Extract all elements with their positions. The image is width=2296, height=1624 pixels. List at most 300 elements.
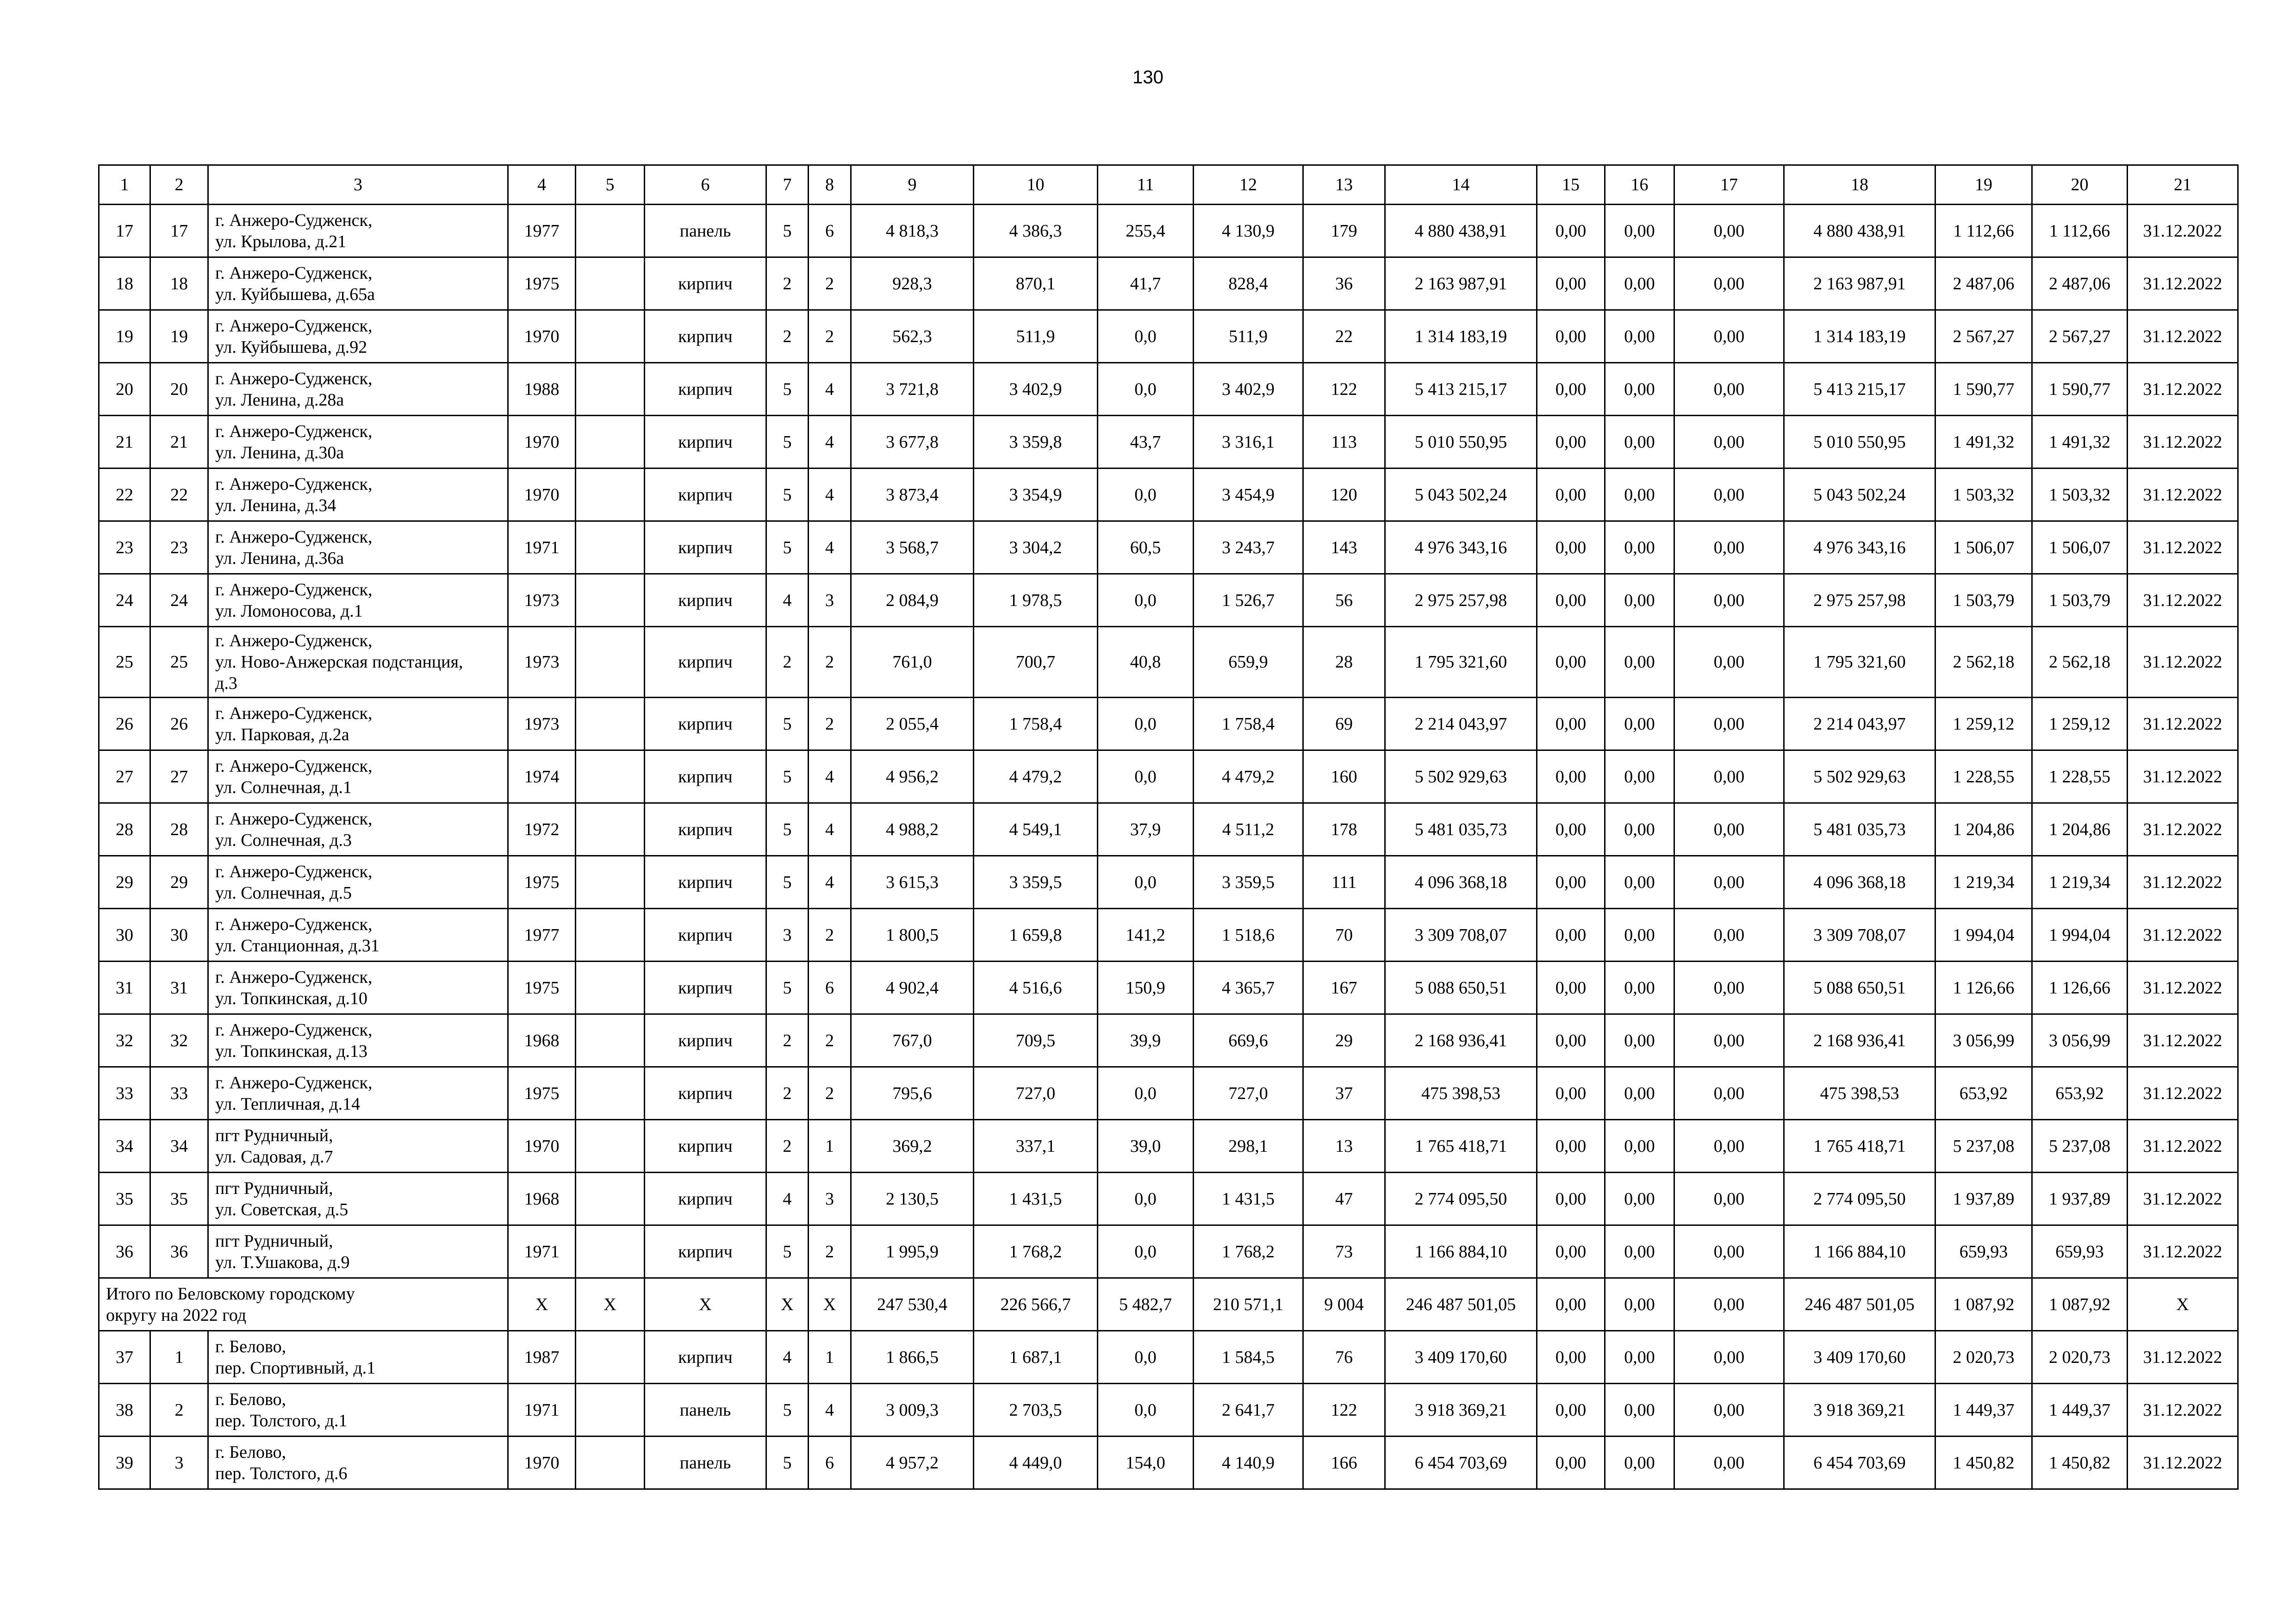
- table-cell: 0,00: [1674, 521, 1784, 574]
- table-cell: 9 004: [1303, 1278, 1385, 1331]
- table-cell: 5 237,08: [2032, 1120, 2128, 1173]
- table-cell: 4 957,2: [851, 1437, 974, 1489]
- table-cell: 31.12.2022: [2128, 257, 2238, 310]
- table-cell: 2 487,06: [1935, 257, 2032, 310]
- header-cell: 1: [99, 165, 150, 205]
- address-cell: [208, 1014, 508, 1067]
- table-cell: 1971: [508, 1225, 576, 1278]
- table-cell: 60,5: [1098, 521, 1194, 574]
- table-cell: 5: [766, 1437, 809, 1489]
- table-cell: 2: [809, 257, 851, 310]
- table-cell: 28: [1303, 627, 1385, 698]
- header-cell: 10: [974, 165, 1098, 205]
- table-cell: [576, 1067, 645, 1120]
- table-cell: 1 087,92: [1935, 1278, 2032, 1331]
- table-cell: 255,4: [1098, 205, 1194, 257]
- header-cell: 14: [1385, 165, 1537, 205]
- table-cell: 32: [150, 1014, 208, 1067]
- table-cell: 5: [766, 750, 809, 803]
- table-cell: 1975: [508, 1067, 576, 1120]
- table-cell: 3: [809, 1173, 851, 1225]
- table-cell: 5 413 215,17: [1385, 363, 1537, 416]
- table-cell: 1 768,2: [974, 1225, 1098, 1278]
- table-cell: 32: [99, 1014, 150, 1067]
- table-cell: 2 774 095,50: [1385, 1173, 1537, 1225]
- table-cell: 4 140,9: [1194, 1437, 1303, 1489]
- table-cell: 122: [1303, 1384, 1385, 1437]
- table-cell: 2 703,5: [974, 1384, 1098, 1437]
- table-cell: 1968: [508, 1014, 576, 1067]
- table-cell: 0,0: [1098, 1384, 1194, 1437]
- table-cell: 1972: [508, 803, 576, 856]
- table-cell: 0,0: [1098, 1225, 1194, 1278]
- table-cell: 3 309 708,07: [1784, 909, 1935, 962]
- table-cell: 37: [1303, 1067, 1385, 1120]
- table-cell: 0,00: [1537, 1384, 1605, 1437]
- table-cell: 1988: [508, 363, 576, 416]
- table-cell: 0,00: [1674, 1225, 1784, 1278]
- table-cell: 111: [1303, 856, 1385, 909]
- table-cell: 0,00: [1605, 1120, 1674, 1173]
- total-label-line: Итого по Беловскому городскому: [106, 1284, 355, 1304]
- table-cell: 31.12.2022: [2128, 1331, 2238, 1384]
- address-line: пгт Рудничный,: [215, 1125, 333, 1145]
- table-cell: [576, 1331, 645, 1384]
- table-cell: 1 449,37: [1935, 1384, 2032, 1437]
- address-cell: [208, 1120, 508, 1173]
- table-cell: [576, 1437, 645, 1489]
- table-cell: 0,00: [1674, 1014, 1784, 1067]
- table-cell: 31.12.2022: [2128, 574, 2238, 627]
- header-cell: 8: [809, 165, 851, 205]
- table-cell: кирпич: [645, 310, 766, 363]
- table-cell: 0,00: [1674, 803, 1784, 856]
- table-cell: 0,0: [1098, 468, 1194, 521]
- table-cell: 0,00: [1605, 205, 1674, 257]
- header-cell: 3: [208, 165, 508, 205]
- table-cell: 5 043 502,24: [1784, 468, 1935, 521]
- table-cell: [576, 363, 645, 416]
- address-line: ул. Солнечная, д.3: [215, 830, 352, 850]
- table-cell: 0,00: [1537, 1278, 1605, 1331]
- table-cell: 0,00: [1605, 363, 1674, 416]
- table-cell: 0,00: [1605, 1278, 1674, 1331]
- table-cell: 1970: [508, 416, 576, 468]
- table-cell: 2 975 257,98: [1784, 574, 1935, 627]
- table-cell: 178: [1303, 803, 1385, 856]
- table-row: [99, 521, 2238, 574]
- table-cell: 24: [99, 574, 150, 627]
- table-cell: 0,00: [1674, 1384, 1784, 1437]
- table-cell: 761,0: [851, 627, 974, 698]
- table-cell: 0,00: [1605, 1173, 1674, 1225]
- table-cell: 4 976 343,16: [1385, 521, 1537, 574]
- table-cell: 1 219,34: [1935, 856, 2032, 909]
- table-row: [99, 574, 2238, 627]
- address-cell: [208, 1331, 508, 1384]
- table-cell: 0,00: [1537, 205, 1605, 257]
- table-cell: 35: [99, 1173, 150, 1225]
- table-cell: 3 359,5: [974, 856, 1098, 909]
- address-line: д.3: [215, 674, 237, 693]
- table-cell: панель: [645, 1384, 766, 1437]
- table-cell: 1 994,04: [1935, 909, 2032, 962]
- table-cell: 4 096 368,18: [1385, 856, 1537, 909]
- table-cell: 0,00: [1605, 574, 1674, 627]
- table-cell: 653,92: [2032, 1067, 2128, 1120]
- table-cell: 1 687,1: [974, 1331, 1098, 1384]
- table-cell: 1 590,77: [1935, 363, 2032, 416]
- table-row: [99, 909, 2238, 962]
- address-line: г. Анжеро-Судженск,: [215, 631, 373, 650]
- table-cell: 1975: [508, 962, 576, 1014]
- table-cell: 3 402,9: [974, 363, 1098, 416]
- table-cell: 4 511,2: [1194, 803, 1303, 856]
- table-cell: 0,00: [1674, 909, 1784, 962]
- table-cell: 5: [766, 363, 809, 416]
- table-cell: 1: [150, 1331, 208, 1384]
- table-cell: 0,00: [1674, 1437, 1784, 1489]
- table-cell: 36: [99, 1225, 150, 1278]
- address-cell: [208, 962, 508, 1014]
- table-cell: 246 487 501,05: [1385, 1278, 1537, 1331]
- table-cell: 4 818,3: [851, 205, 974, 257]
- table-cell: 1 506,07: [2032, 521, 2128, 574]
- table-cell: кирпич: [645, 1014, 766, 1067]
- table-cell: [576, 1120, 645, 1173]
- table-cell: 3 402,9: [1194, 363, 1303, 416]
- table-cell: 37,9: [1098, 803, 1194, 856]
- table-row: [99, 310, 2238, 363]
- table-cell: [576, 803, 645, 856]
- header-cell: 4: [508, 165, 576, 205]
- table-cell: 0,00: [1537, 909, 1605, 962]
- table-cell: 31.12.2022: [2128, 468, 2238, 521]
- table-cell: 369,2: [851, 1120, 974, 1173]
- table-cell: 4: [766, 1173, 809, 1225]
- table-cell: 1987: [508, 1331, 576, 1384]
- table-cell: 0,00: [1537, 627, 1605, 698]
- table-cell: 0,00: [1605, 1437, 1674, 1489]
- table-cell: 4: [809, 803, 851, 856]
- table-cell: 21: [150, 416, 208, 468]
- table-cell: 6: [809, 1437, 851, 1489]
- table-cell: 1 204,86: [1935, 803, 2032, 856]
- table-cell: 179: [1303, 205, 1385, 257]
- table-cell: 0,00: [1674, 1278, 1784, 1331]
- table-cell: 19: [99, 310, 150, 363]
- table-cell: 5: [766, 803, 809, 856]
- table-cell: 3 354,9: [974, 468, 1098, 521]
- table-cell: 0,00: [1674, 750, 1784, 803]
- table-row: [99, 205, 2238, 257]
- address-line: г. Анжеро-Судженск,: [215, 703, 373, 723]
- address-cell: [208, 909, 508, 962]
- table-cell: 0,00: [1674, 205, 1784, 257]
- table-cell: 337,1: [974, 1120, 1098, 1173]
- table-cell: 1970: [508, 1120, 576, 1173]
- table-cell: 1 228,55: [1935, 750, 2032, 803]
- table-cell: 0,00: [1674, 416, 1784, 468]
- address-line: пгт Рудничный,: [215, 1231, 333, 1251]
- table-cell: 0,00: [1605, 257, 1674, 310]
- address-cell: [208, 698, 508, 750]
- table-cell: 31.12.2022: [2128, 1384, 2238, 1437]
- table-cell: 23: [150, 521, 208, 574]
- table-cell: 0,0: [1098, 1331, 1194, 1384]
- table-cell: [576, 1014, 645, 1067]
- table-cell: 2 020,73: [1935, 1331, 2032, 1384]
- table-cell: [576, 1225, 645, 1278]
- table-cell: 122: [1303, 363, 1385, 416]
- header-cell: 12: [1194, 165, 1303, 205]
- table-cell: 31.12.2022: [2128, 1067, 2238, 1120]
- table-cell: X: [809, 1278, 851, 1331]
- table-cell: 0,00: [1537, 698, 1605, 750]
- table-cell: 5 502 929,63: [1784, 750, 1935, 803]
- table-row: [99, 1014, 2238, 1067]
- table-cell: 1 765 418,71: [1784, 1120, 1935, 1173]
- table-cell: 4: [809, 363, 851, 416]
- table-cell: 1968: [508, 1173, 576, 1225]
- housing-registry-table: [98, 164, 2239, 1490]
- table-cell: 0,00: [1674, 310, 1784, 363]
- table-cell: 1975: [508, 856, 576, 909]
- table-cell: 3 359,8: [974, 416, 1098, 468]
- table-cell: 2 020,73: [2032, 1331, 2128, 1384]
- table-cell: 2 214 043,97: [1385, 698, 1537, 750]
- table-cell: 22: [99, 468, 150, 521]
- table-cell: 37: [99, 1331, 150, 1384]
- total-label-line: округу на 2022 год: [106, 1305, 247, 1325]
- table-cell: 31: [150, 962, 208, 1014]
- table-cell: 0,00: [1605, 416, 1674, 468]
- table-cell: 1970: [508, 1437, 576, 1489]
- table-cell: 2: [809, 1067, 851, 1120]
- table-cell: 31.12.2022: [2128, 962, 2238, 1014]
- table-cell: 1973: [508, 574, 576, 627]
- table-cell: 0,00: [1537, 310, 1605, 363]
- table-cell: 5: [766, 856, 809, 909]
- table-cell: 0,0: [1098, 1173, 1194, 1225]
- address-line: г. Анжеро-Судженск,: [215, 527, 373, 547]
- table-cell: 2 774 095,50: [1784, 1173, 1935, 1225]
- address-line: ул. Советская, д.5: [215, 1199, 348, 1219]
- table-cell: 3 056,99: [2032, 1014, 2128, 1067]
- header-row: [99, 165, 2238, 205]
- table-cell: 0,00: [1537, 468, 1605, 521]
- table-cell: 1 503,32: [2032, 468, 2128, 521]
- table-cell: 669,6: [1194, 1014, 1303, 1067]
- table-cell: 25: [150, 627, 208, 698]
- table-cell: 4 386,3: [974, 205, 1098, 257]
- table-cell: 5 502 929,63: [1385, 750, 1537, 803]
- table-cell: 31.12.2022: [2128, 856, 2238, 909]
- table-cell: 3 316,1: [1194, 416, 1303, 468]
- table-cell: 1 259,12: [1935, 698, 2032, 750]
- table-cell: 1973: [508, 627, 576, 698]
- table-row: [99, 698, 2238, 750]
- address-line: ул. Ленина, д.30а: [215, 443, 344, 462]
- table-cell: 1 228,55: [2032, 750, 2128, 803]
- table-row: [99, 962, 2238, 1014]
- table-cell: 4: [809, 1384, 851, 1437]
- table-cell: 31: [99, 962, 150, 1014]
- table-cell: 928,3: [851, 257, 974, 310]
- table-cell: 22: [1303, 310, 1385, 363]
- table-cell: 31.12.2022: [2128, 363, 2238, 416]
- table-cell: 3 918 369,21: [1385, 1384, 1537, 1437]
- table-cell: 0,00: [1537, 1437, 1605, 1489]
- table-cell: 5: [766, 416, 809, 468]
- table-cell: 4 449,0: [974, 1437, 1098, 1489]
- table-cell: 27: [150, 750, 208, 803]
- table-cell: 1 450,82: [2032, 1437, 2128, 1489]
- table-cell: 2: [766, 1014, 809, 1067]
- table-cell: 4 365,7: [1194, 962, 1303, 1014]
- table-cell: 0,00: [1537, 521, 1605, 574]
- header-cell: 11: [1098, 165, 1194, 205]
- table-cell: 2: [809, 627, 851, 698]
- table-cell: 0,00: [1605, 1225, 1674, 1278]
- table-cell: кирпич: [645, 962, 766, 1014]
- table-cell: 31.12.2022: [2128, 698, 2238, 750]
- address-line: ул. Ленина, д.28а: [215, 390, 344, 410]
- table-cell: 767,0: [851, 1014, 974, 1067]
- table-cell: 6: [809, 205, 851, 257]
- table-cell: кирпич: [645, 416, 766, 468]
- address-line: ул. Солнечная, д.5: [215, 883, 352, 903]
- table-row: [99, 1120, 2238, 1173]
- table-cell: 31.12.2022: [2128, 1014, 2238, 1067]
- table-cell: 2: [809, 310, 851, 363]
- table-row: [99, 803, 2238, 856]
- table-cell: 0,00: [1674, 627, 1784, 698]
- table-cell: 34: [99, 1120, 150, 1173]
- table-cell: 4 956,2: [851, 750, 974, 803]
- table-cell: 0,00: [1605, 1331, 1674, 1384]
- table-cell: 1 503,79: [1935, 574, 2032, 627]
- table-cell: 0,00: [1674, 574, 1784, 627]
- table-cell: 3: [809, 574, 851, 627]
- table-cell: 73: [1303, 1225, 1385, 1278]
- header-cell: 9: [851, 165, 974, 205]
- table-cell: 727,0: [1194, 1067, 1303, 1120]
- address-line: ул. Солнечная, д.1: [215, 777, 352, 797]
- table-cell: [576, 962, 645, 1014]
- table-cell: кирпич: [645, 257, 766, 310]
- table-cell: 1 795 321,60: [1385, 627, 1537, 698]
- table-cell: 43,7: [1098, 416, 1194, 468]
- table-cell: 20: [150, 363, 208, 416]
- table-row: [99, 1225, 2238, 1278]
- table-cell: 17: [150, 205, 208, 257]
- table-cell: 2: [766, 310, 809, 363]
- address-line: ул. Тепличная, д.14: [215, 1094, 361, 1114]
- table-cell: 2: [766, 1120, 809, 1173]
- table-cell: 659,93: [1935, 1225, 2032, 1278]
- table-cell: 5: [766, 521, 809, 574]
- address-cell: [208, 416, 508, 468]
- table-cell: 1975: [508, 257, 576, 310]
- table-cell: 25: [99, 627, 150, 698]
- address-cell: [208, 521, 508, 574]
- table-cell: 0,00: [1605, 909, 1674, 962]
- table-cell: 1 978,5: [974, 574, 1098, 627]
- table-cell: 1 219,34: [2032, 856, 2128, 909]
- address-cell: [208, 750, 508, 803]
- table-cell: 150,9: [1098, 962, 1194, 1014]
- table-cell: 475 398,53: [1385, 1067, 1537, 1120]
- table-cell: [576, 521, 645, 574]
- address-line: ул. Куйбышева, д.92: [215, 337, 367, 357]
- table-cell: 1 126,66: [1935, 962, 2032, 1014]
- table-cell: кирпич: [645, 521, 766, 574]
- table-cell: 5: [766, 1225, 809, 1278]
- table-row: [99, 1437, 2238, 1489]
- table-cell: 31.12.2022: [2128, 1120, 2238, 1173]
- table-cell: 1 126,66: [2032, 962, 2128, 1014]
- table-cell: 31.12.2022: [2128, 310, 2238, 363]
- table-cell: 0,00: [1537, 1014, 1605, 1067]
- table-cell: 3 721,8: [851, 363, 974, 416]
- table-cell: 0,00: [1537, 1120, 1605, 1173]
- table-cell: 4 516,6: [974, 962, 1098, 1014]
- address-line: г. Белово,: [215, 1337, 286, 1356]
- table-cell: 30: [150, 909, 208, 962]
- table-cell: 33: [150, 1067, 208, 1120]
- table-cell: 154,0: [1098, 1437, 1194, 1489]
- table-cell: 1 995,9: [851, 1225, 974, 1278]
- table-cell: 0,0: [1098, 750, 1194, 803]
- table-cell: 31.12.2022: [2128, 627, 2238, 698]
- table-cell: 47: [1303, 1173, 1385, 1225]
- table-cell: 0,00: [1537, 574, 1605, 627]
- table-cell: 1974: [508, 750, 576, 803]
- table-cell: 5 043 502,24: [1385, 468, 1537, 521]
- table-cell: 3 243,7: [1194, 521, 1303, 574]
- address-line: г. Анжеро-Судженск,: [215, 1020, 373, 1040]
- table-cell: 0,00: [1674, 1331, 1784, 1384]
- table-cell: 1 450,82: [1935, 1437, 2032, 1489]
- table-cell: 30: [99, 909, 150, 962]
- table-cell: кирпич: [645, 909, 766, 962]
- table-cell: 1 431,5: [974, 1173, 1098, 1225]
- table-cell: 5: [766, 962, 809, 1014]
- table-cell: 3: [766, 909, 809, 962]
- table-cell: X: [645, 1278, 766, 1331]
- table-cell: 2: [150, 1384, 208, 1437]
- address-line: ул. Топкинская, д.10: [215, 988, 368, 1008]
- table-cell: 26: [99, 698, 150, 750]
- table-cell: 31.12.2022: [2128, 205, 2238, 257]
- table-cell: 4 130,9: [1194, 205, 1303, 257]
- table-cell: 1 659,8: [974, 909, 1098, 962]
- table-cell: 36: [1303, 257, 1385, 310]
- address-line: пер. Толстого, д.6: [215, 1463, 348, 1483]
- table-cell: 0,00: [1537, 1331, 1605, 1384]
- table-cell: 4 976 343,16: [1784, 521, 1935, 574]
- table-cell: 0,00: [1537, 856, 1605, 909]
- table-cell: [576, 205, 645, 257]
- table-cell: 19: [150, 310, 208, 363]
- table-cell: 29: [99, 856, 150, 909]
- table-cell: X: [2128, 1278, 2238, 1331]
- table-cell: 1 166 884,10: [1784, 1225, 1935, 1278]
- table-cell: 0,00: [1605, 698, 1674, 750]
- address-line: ул. Т.Ушакова, д.9: [215, 1252, 350, 1272]
- table-cell: 5: [766, 698, 809, 750]
